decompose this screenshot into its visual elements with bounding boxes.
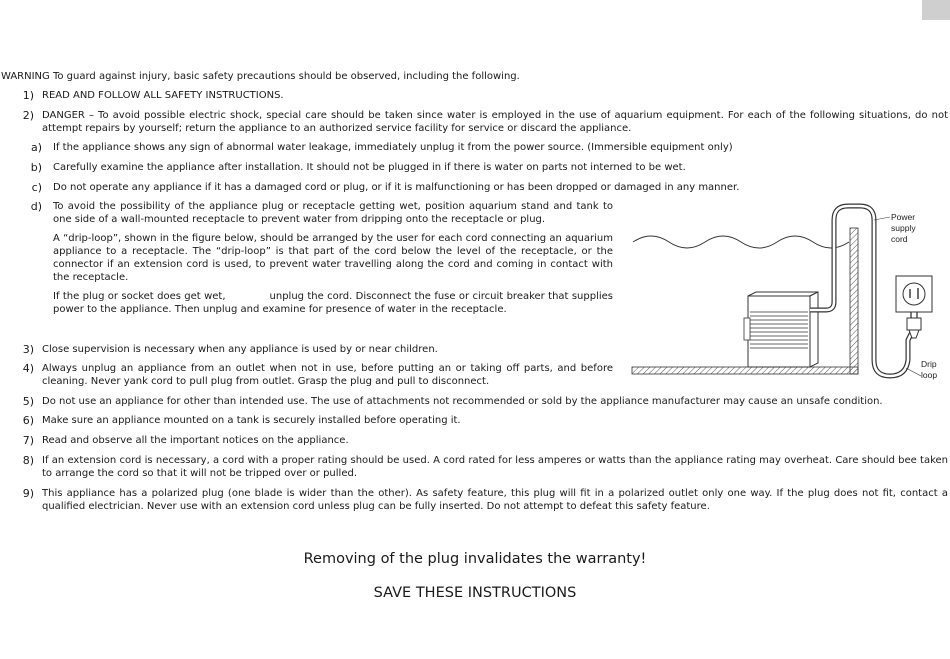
warranty-notice: Removing of the plug invalidates the warranty! [303,551,647,567]
corner-marker [922,0,950,20]
drip-para-2: A “drip-loop”, shown in the figure below, should be arranged by the user for each cord connecting an aquarium appliance to a receptacle. The “drip-loop” is that part of the cord below the level of the receptacle, or the connector if an extension cord is used, to prevent water travelling along the cord and coming in contact with the receptacle. [53,233,613,283]
warning-heading: WARNING To guard against injury, basic safety precautions should be observed, including the following. [1,71,520,82]
label-power-line2: supply [891,223,916,233]
appliance-icon [744,292,818,367]
save-instructions: SAVE THESE INSTRUCTIONS [373,585,577,601]
tank-bottom [632,367,858,374]
wall-outlet-icon [896,276,932,312]
label-power-line3: cord [891,234,908,244]
label-drip-line2: loop [921,370,938,380]
drip-loop-diagram [630,200,950,382]
tank-wall [850,228,858,374]
drip-para-3: If the plug or socket does get wet, unplug the cord. Disconnect the fuse or circuit breaker that supplies power to the appliance. Then unplug and examine for presence of water in the receptacle. [53,291,614,315]
drip-para-1: To avoid the possibility of the appliance plug or receptacle getting wet, position aquarium stand and tank to one side of a wall-mounted receptacle to prevent water from dripping onto the receptacle or plug. [53,201,613,225]
label-power-line1: Power [891,212,916,222]
water-line [633,236,849,248]
label-drip-line1: Drip [921,359,937,369]
